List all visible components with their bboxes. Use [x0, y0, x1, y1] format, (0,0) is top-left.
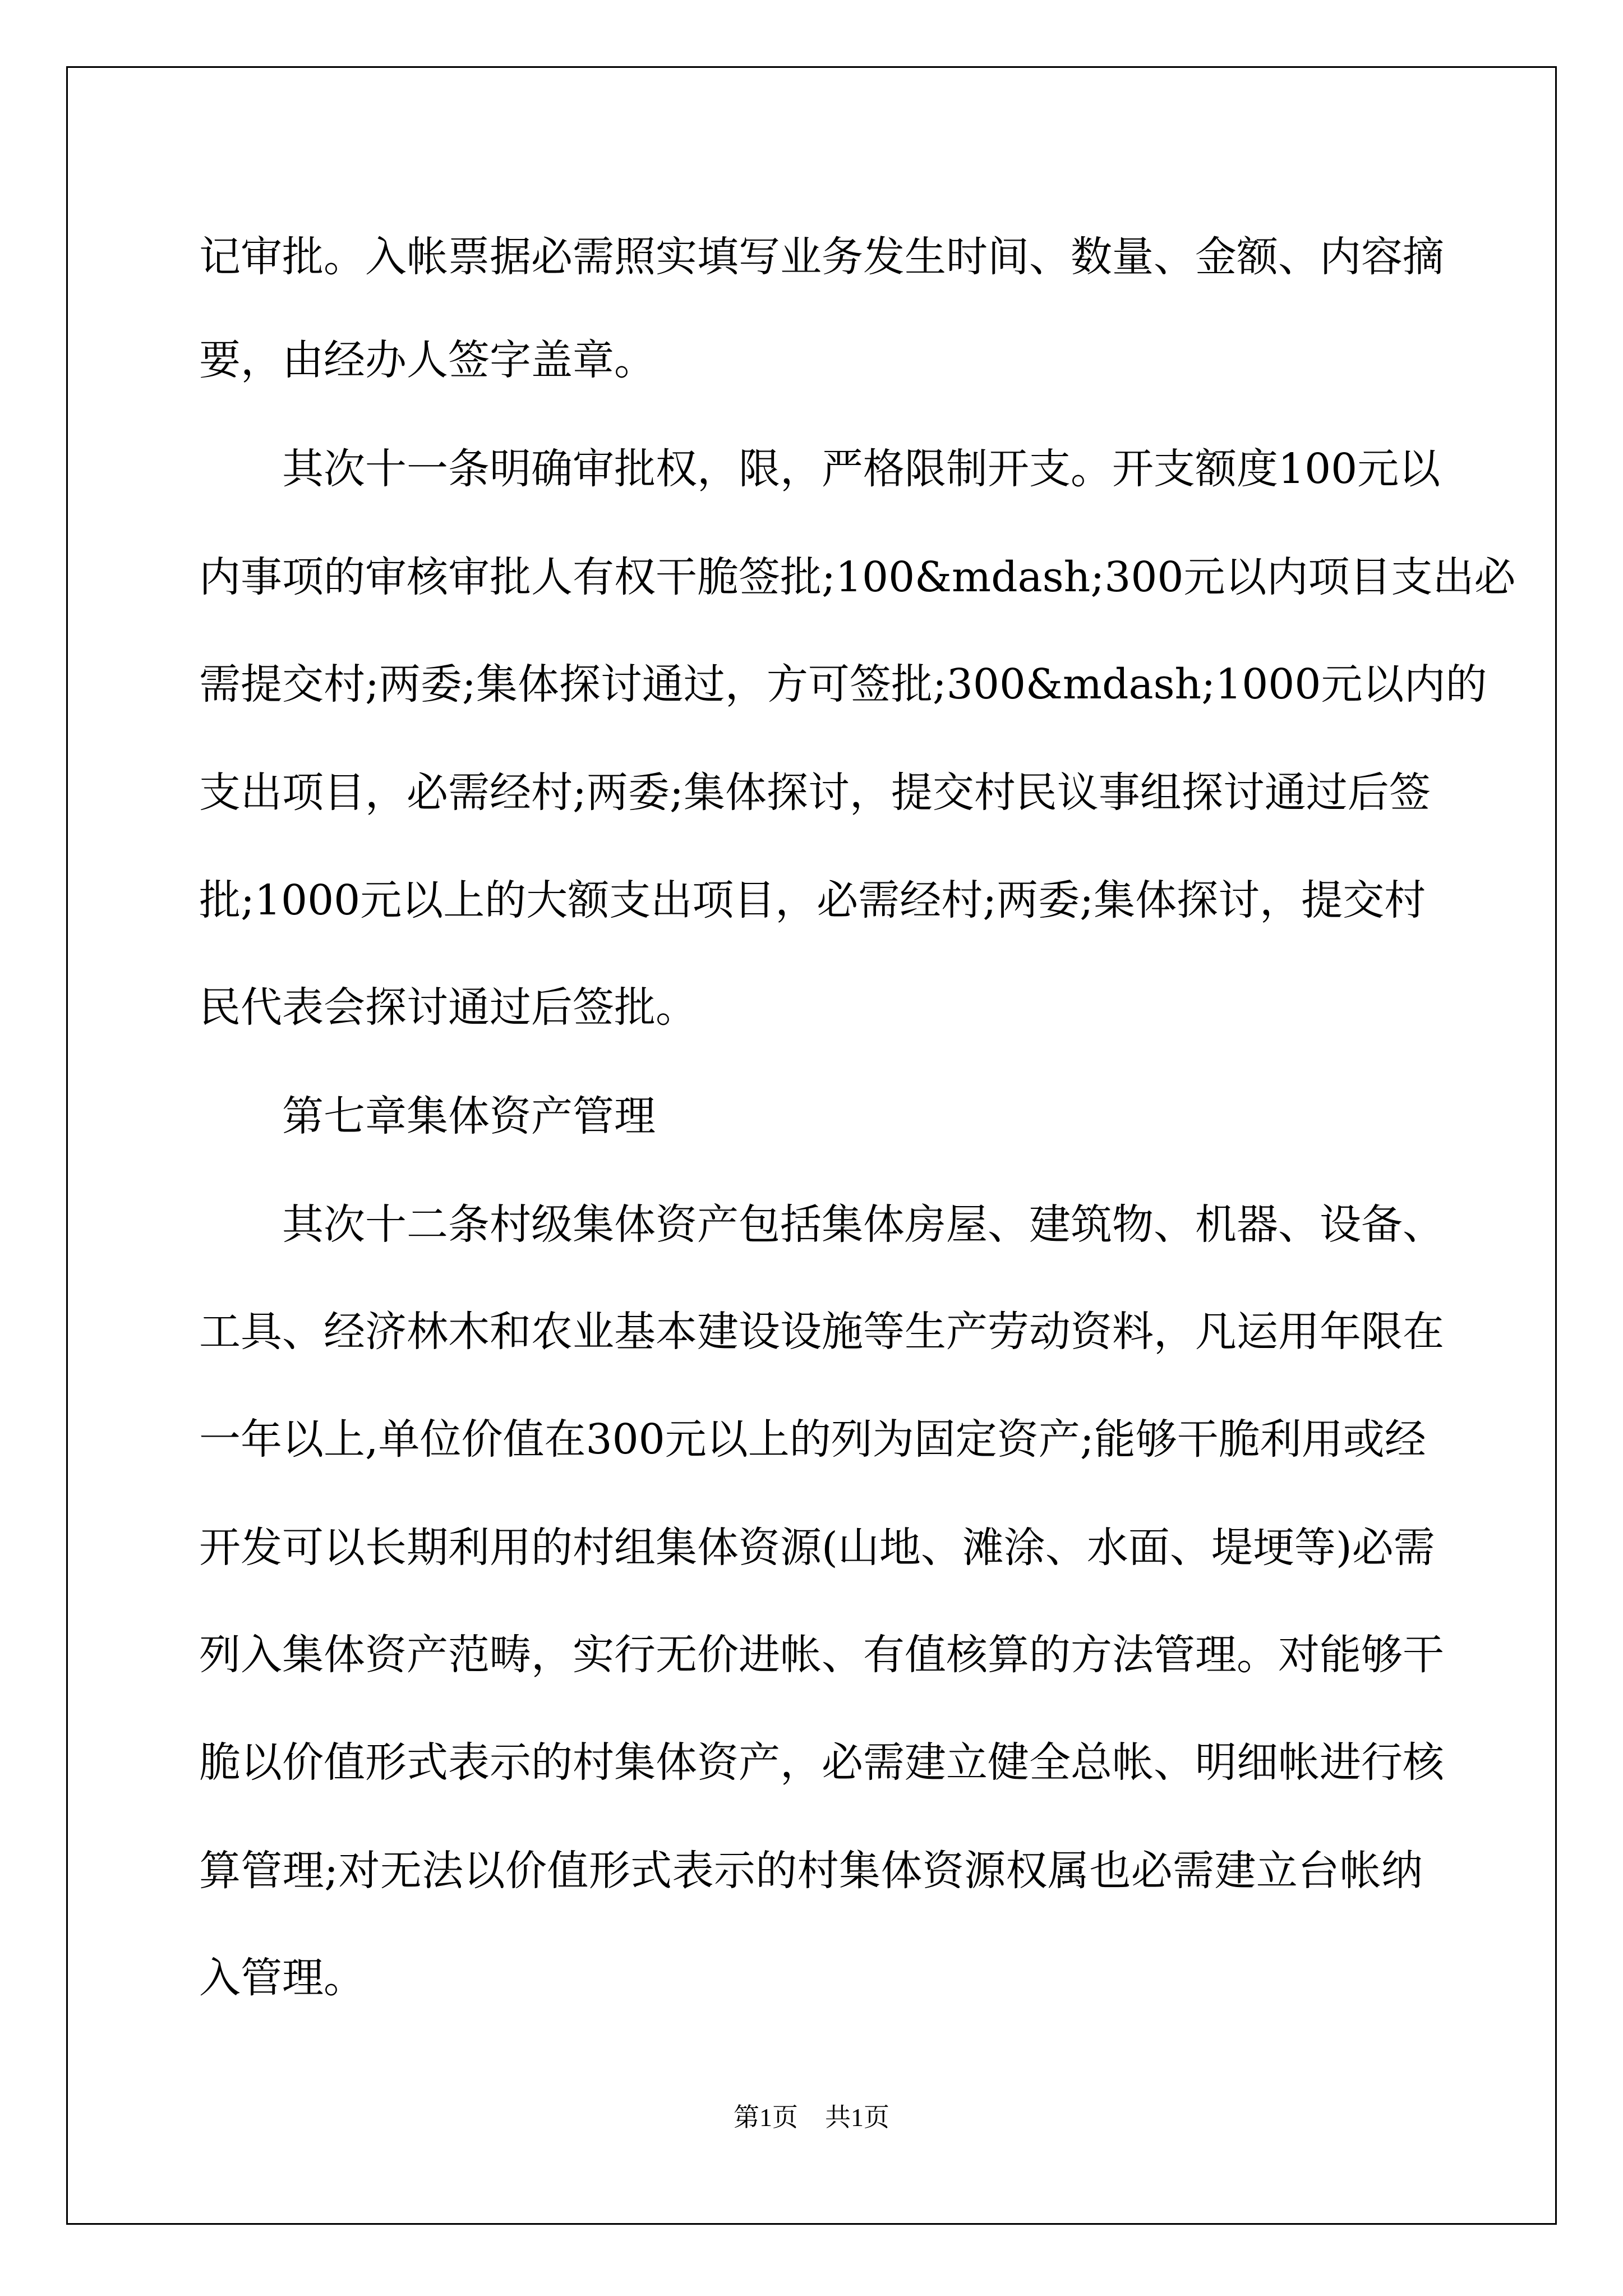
- text-line: 要，由经办人签字盖章。: [199, 336, 656, 384]
- paragraph-start-line: 其次十二条村级集体资产包括集体房屋、建筑物、机器、设备、: [282, 1200, 1444, 1249]
- text-line: 需提交村;两委;集体探讨通过，方可签批;300&mdash;1000元以内的: [199, 660, 1487, 708]
- chapter-heading: 第七章集体资产管理: [282, 1092, 656, 1140]
- text-line: 脆以价值形式表示的村集体资产，必需建立健全总帐、明细帐进行核: [199, 1738, 1444, 1787]
- page-footer: [0, 2101, 1623, 2134]
- text-line: 入管理。: [199, 1954, 365, 2002]
- text-line: 列入集体资产范畴，实行无价进帐、有值核算的方法管理。对能够干: [199, 1631, 1444, 1679]
- text-line: 支出项目，必需经村;两委;集体探讨，提交村民议事组探讨通过后签: [199, 769, 1431, 817]
- text-line: 一年以上,单位价值在300元以上的列为固定资产;能够干脆利用或经: [199, 1415, 1426, 1464]
- text-line: 记审批。入帐票据必需照实填写业务发生时间、数量、金额、内容摘: [199, 233, 1444, 281]
- text-line: 批;1000元以上的大额支出项目，必需经村;两委;集体探讨，提交村: [199, 876, 1426, 924]
- page-total: 共1页: [825, 2103, 889, 2132]
- text-line: 工具、经济林木和农业基本建设设施等生产劳动资料，凡运用年限在: [199, 1308, 1444, 1356]
- page-number: 第1页: [734, 2103, 798, 2132]
- page-border: [66, 66, 1557, 2225]
- text-line: 民代表会探讨通过后签批。: [199, 983, 697, 1032]
- text-line: 内事项的审核审批人有权干脆签批;100&mdash;300元以内项目支出必: [199, 553, 1516, 601]
- text-line: 开发可以长期利用的村组集体资源(山地、滩涂、水面、堤埂等)必需: [199, 1524, 1435, 1572]
- paragraph-start-line: 其次十一条明确审批权，限，严格限制开支。开支额度100元以: [282, 445, 1441, 493]
- text-line: 算管理;对无法以价值形式表示的村集体资源权属也必需建立台帐纳: [199, 1847, 1423, 1895]
